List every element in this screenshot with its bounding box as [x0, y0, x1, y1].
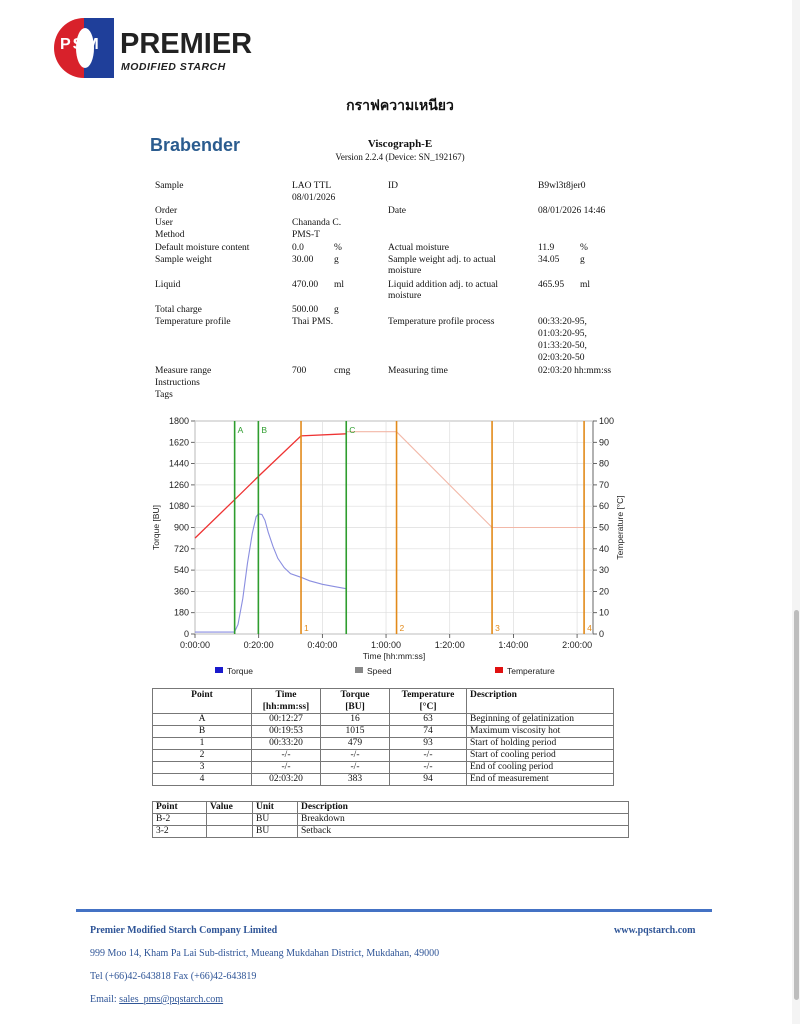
table-cell [207, 814, 253, 826]
y2-tick-label: 90 [599, 437, 610, 448]
liquid-value: 470.00 [292, 280, 319, 290]
y-tick-label: 360 [173, 586, 189, 597]
dmc-value: 0.0 [292, 243, 304, 253]
table-cell: 02:03:20 [252, 774, 321, 786]
dmc-unit: % [334, 243, 342, 253]
table-cell: End of measurement [467, 774, 614, 786]
order-label: Order [155, 206, 178, 216]
x-tick-label: 1:00:00 [371, 640, 402, 650]
user-label: User [155, 218, 173, 228]
col-torque: Torque [BU] [321, 689, 390, 714]
table-cell: Setback [298, 826, 629, 838]
table-cell: 00:12:27 [252, 714, 321, 726]
x-tick-label: 2:00:00 [562, 640, 593, 650]
table-cell: 16 [321, 714, 390, 726]
footer-address: 999 Moo 14, Kham Pa Lai Sub-district, Mueang Mukdahan District, Mukdahan, 49000 [90, 948, 440, 959]
sample-label: Sample [155, 181, 184, 191]
method-value: PMS-T [292, 230, 320, 240]
logo-name: PREMIER [120, 28, 253, 60]
y2-tick-label: 60 [599, 501, 610, 512]
y2-tick-label: 70 [599, 479, 610, 490]
liqadj-unit: ml [580, 280, 591, 290]
table-cell: 3-2 [153, 826, 207, 838]
marker-label-B: B [261, 425, 268, 435]
swadj-value: 34.05 [538, 255, 560, 265]
document-title: กราฟความเหนียว [346, 98, 454, 114]
results-table [152, 801, 629, 838]
table-cell: 74 [390, 726, 467, 738]
table-cell: Breakdown [298, 814, 629, 826]
liquid-label: Liquid [155, 280, 181, 290]
id-label: ID [388, 181, 399, 191]
legend-label: Speed [367, 666, 392, 676]
tpp-value-1: 00:33:20-95, [538, 317, 587, 327]
table-cell: -/- [252, 762, 321, 774]
total-charge-value: 500.00 [292, 305, 319, 315]
table-row [153, 774, 614, 786]
tpp-value-4: 02:03:20-50 [538, 353, 585, 363]
y2-tick-label: 50 [599, 522, 610, 533]
report-title: Viscograph-E [367, 138, 433, 150]
user-value: Chananda C. [292, 218, 342, 228]
res-col-point: Point [153, 802, 207, 814]
table-cell: -/- [390, 762, 467, 774]
y-tick-label: 1260 [168, 479, 189, 490]
company-logo [54, 18, 254, 80]
swadj-label-2: moisture [388, 266, 422, 276]
x-tick-label: 0:20:00 [243, 640, 274, 650]
y2-tick-label: 40 [599, 543, 610, 554]
measuring-time-value: 02:03:20 hh:mm:ss [538, 366, 612, 376]
method-label: Method [155, 230, 185, 240]
date-value: 08/01/2026 14:46 [538, 206, 606, 216]
y2-tick-label: 30 [599, 565, 610, 576]
tags-label: Tags [155, 390, 173, 400]
measure-range-label: Measure range [155, 366, 212, 376]
table-cell: 383 [321, 774, 390, 786]
measure-range-value: 700 [292, 366, 307, 376]
liqadj-value: 465.95 [538, 280, 565, 290]
legend-swatch [495, 667, 503, 673]
footer-website[interactable]: www.pqstarch.com [614, 925, 696, 936]
res-col-description: Description [298, 802, 629, 814]
table-cell: 00:19:53 [252, 726, 321, 738]
col-time: Time [hh:mm:ss] [252, 689, 321, 714]
sw-unit: g [334, 255, 339, 265]
x-tick-label: 0:00:00 [179, 640, 211, 650]
footer-tel: Tel (+66)42-643818 Fax (+66)42-643819 [90, 971, 257, 982]
table-row [153, 814, 629, 826]
table-cell: B-2 [153, 814, 207, 826]
points-table [152, 688, 614, 786]
col-point: Point [153, 689, 252, 714]
table-cell: BU [253, 814, 298, 826]
table-cell: 4 [153, 774, 252, 786]
y2-tick-label: 100 [599, 416, 615, 426]
x-tick-label: 1:20:00 [434, 640, 465, 650]
table-cell: Start of holding period [467, 738, 614, 750]
table-row [153, 714, 614, 726]
table-cell: -/- [390, 750, 467, 762]
table-cell: 94 [390, 774, 467, 786]
sample-date: 08/01/2026 [292, 193, 336, 203]
table-cell: Start of cooling period [467, 750, 614, 762]
y2-axis-label: Temperature [°C] [615, 495, 625, 560]
y-tick-label: 180 [173, 607, 189, 618]
y-tick-label: 1080 [168, 501, 189, 512]
sw-value: 30.00 [292, 255, 314, 265]
marker-label-2: 2 [399, 623, 405, 633]
table-cell: -/- [252, 750, 321, 762]
y-tick-label: 900 [173, 522, 189, 533]
dmc-label: Default moisture content [155, 243, 250, 253]
sample-value: LAO TTL [292, 181, 332, 191]
y-tick-label: 0 [183, 629, 189, 639]
legend-swatch [355, 667, 363, 673]
measure-range-unit: cmg [334, 366, 351, 376]
date-label: Date [388, 206, 406, 216]
y-tick-label: 1620 [168, 437, 189, 448]
x-tick-label: 0:40:00 [307, 640, 338, 650]
table-cell: Beginning of gelatinization [467, 714, 614, 726]
table-cell: 00:33:20 [252, 738, 321, 750]
total-charge-label: Total charge [155, 305, 202, 315]
liqadj-label: Liquid addition adj. to actual [388, 280, 499, 290]
footer-email [90, 994, 223, 1005]
table-row [153, 738, 614, 750]
am-unit: % [580, 243, 588, 253]
table-cell: -/- [321, 762, 390, 774]
res-col-unit: Unit [253, 802, 298, 814]
y2-tick-label: 80 [599, 458, 610, 469]
table-cell: Maximum viscosity hot [467, 726, 614, 738]
legend-swatch [215, 667, 223, 673]
instructions-label: Instructions [155, 378, 200, 388]
table-cell: 479 [321, 738, 390, 750]
x-tick-label: 1:40:00 [498, 640, 529, 650]
y-tick-label: 1440 [168, 458, 189, 469]
viscograph-chart [145, 410, 625, 682]
logo-tagline: MODIFIED STARCH [121, 61, 226, 73]
table-row [153, 750, 614, 762]
y2-tick-label: 0 [599, 629, 605, 639]
tpp-label: Temperature profile process [388, 317, 495, 327]
legend-label: Torque [227, 666, 253, 676]
marker-label-C: C [349, 425, 356, 435]
id-value: B9wl3t8jer0 [538, 181, 586, 191]
brabender-brand: Brabender [150, 135, 241, 155]
y-tick-label: 540 [173, 565, 189, 576]
table-cell [207, 826, 253, 838]
logo-monogram: PSM [60, 36, 101, 53]
table-cell: End of cooling period [467, 762, 614, 774]
table-cell: BU [253, 826, 298, 838]
y-axis-label: Torque [BU] [151, 505, 161, 550]
am-value: 11.9 [538, 243, 555, 253]
table-row [153, 826, 629, 838]
y-tick-label: 720 [173, 543, 189, 554]
table-cell: 3 [153, 762, 252, 774]
col-temperature: Temperature [°C] [390, 689, 467, 714]
table-cell: 63 [390, 714, 467, 726]
temp-profile-label: Temperature profile [155, 317, 231, 327]
report-version: Version 2.2.4 (Device: SN_192167) [335, 152, 465, 162]
y-tick-label: 1800 [168, 416, 189, 426]
footer-divider [76, 909, 712, 912]
marker-label-1: 1 [304, 623, 309, 633]
marker-label-A: A [237, 425, 244, 435]
footer-email-link[interactable]: sales_pms@pqstarch.com [119, 994, 224, 1005]
legend-label: Temperature [507, 666, 555, 676]
table-cell: 1 [153, 738, 252, 750]
liquid-unit: ml [334, 280, 345, 290]
liqadj-label-2: moisture [388, 291, 422, 301]
table-cell: B [153, 726, 252, 738]
table-cell: 1015 [321, 726, 390, 738]
table-cell: 2 [153, 750, 252, 762]
tpp-value-3: 01:33:20-50, [538, 341, 587, 351]
table-row [153, 762, 614, 774]
marker-label-3: 3 [495, 623, 500, 633]
table-cell: 93 [390, 738, 467, 750]
swadj-label: Sample weight adj. to actual [388, 255, 496, 265]
scrollbar-thumb[interactable] [794, 610, 799, 1000]
am-label: Actual moisture [388, 243, 449, 253]
marker-label-4: 4 [587, 623, 592, 633]
temp-profile-value: Thai PMS. [292, 317, 334, 327]
res-col-value: Value [207, 802, 253, 814]
y2-tick-label: 10 [599, 607, 610, 618]
table-cell: A [153, 714, 252, 726]
scrollbar[interactable] [792, 0, 800, 1024]
table-cell: -/- [321, 750, 390, 762]
footer-email-label: Email: [90, 994, 120, 1005]
sw-label: Sample weight [155, 255, 212, 265]
footer-company: Premier Modified Starch Company Limited [90, 925, 278, 936]
y2-tick-label: 20 [599, 586, 610, 597]
col-description: Description [467, 689, 614, 714]
swadj-unit: g [580, 255, 585, 265]
table-row [153, 726, 614, 738]
tpp-value-2: 01:03:20-95, [538, 329, 587, 339]
total-charge-unit: g [334, 305, 339, 315]
x-axis-label: Time [hh:mm:ss] [362, 651, 426, 661]
measuring-time-label: Measuring time [388, 366, 448, 376]
